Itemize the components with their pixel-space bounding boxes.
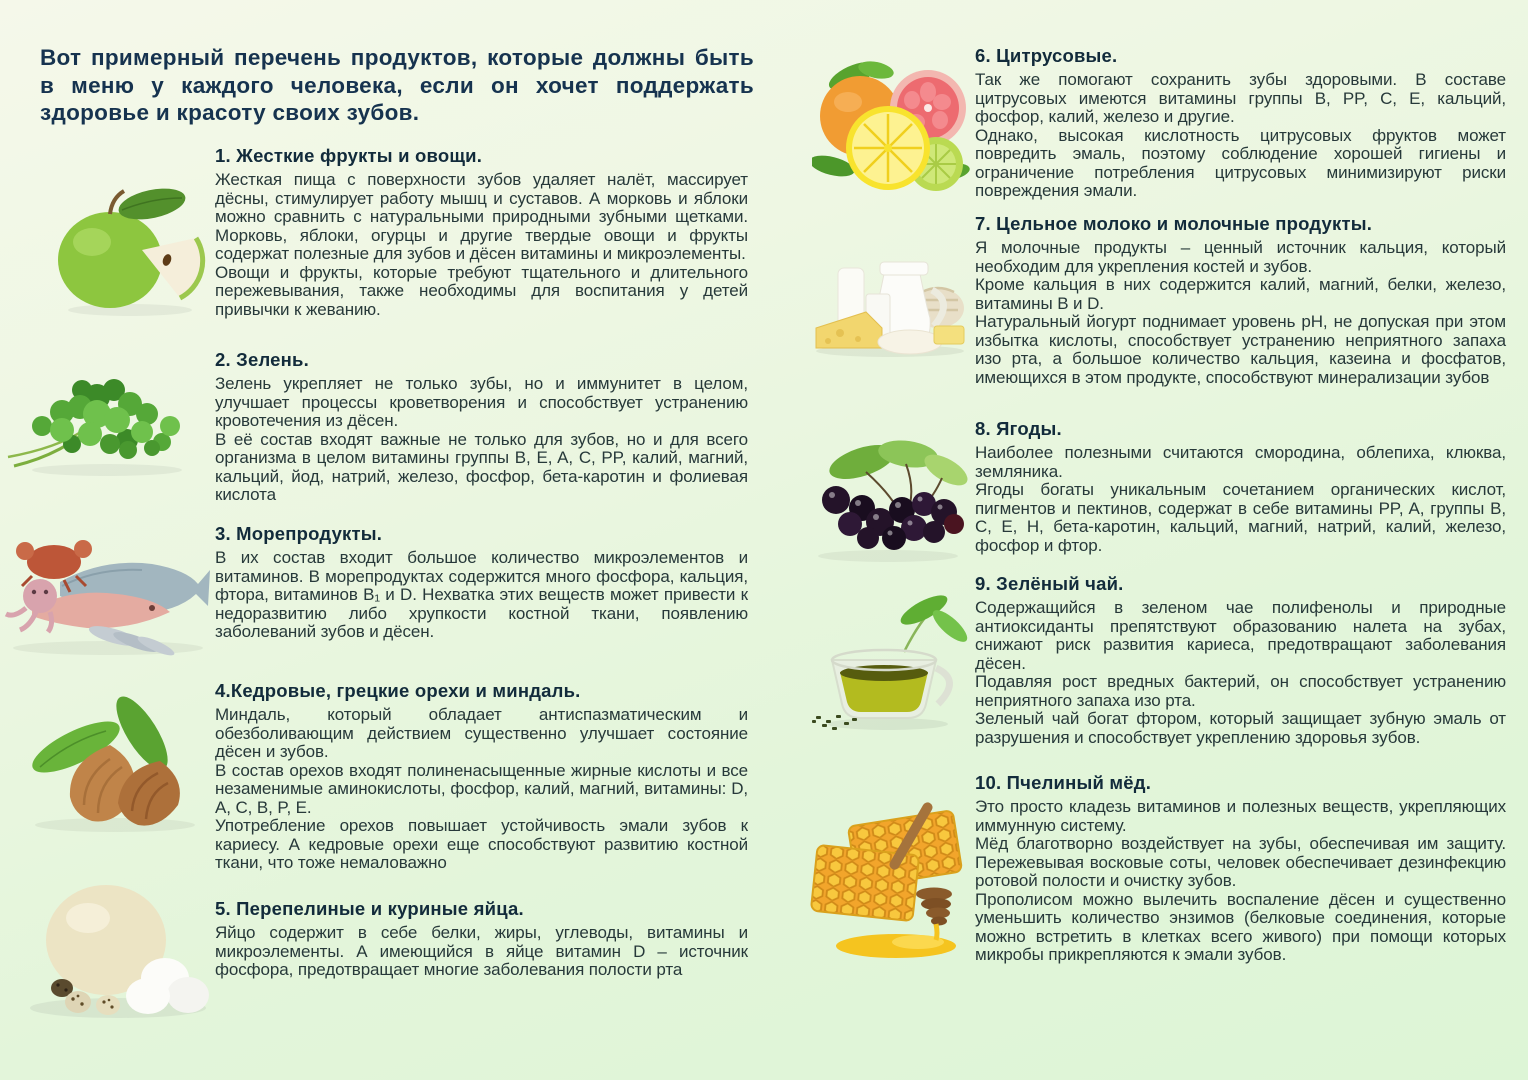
green-tea-image — [804, 592, 968, 737]
section-paragraph: Зеленый чай богат фтором, который защищает зубную эмаль от разрушения и способствует укреплению здоровья зубов. — [975, 709, 1506, 747]
section-paragraph: Это просто кладезь витаминов и полезных веществ, укрепляющих иммунную систему. — [975, 797, 1506, 835]
honeycomb-image — [810, 792, 968, 962]
citrus-fruits-image — [812, 52, 970, 192]
section-paragraph: Зелень укрепляет не только зубы, но и иммунитет в целом, улучшает процессы кроветворения и способствует устранению кровотечения из дёсен. — [215, 374, 748, 430]
section-paragraph: Жесткая пища с поверхности зубов удаляет налёт, массирует дёсны, стимулирует работу мышц и суставов. А морковь и яблоки можно сравнить с натуральными природными зубными щетками. Морковь, яблоки, огурцы и другие твердые овощи и фрукты содержат полезные для зубов и дёсен витамины и микроэлементы. — [215, 170, 748, 263]
section-paragraph: Однако, высокая кислотность цитрусовых фруктов может повредить эмаль, поэтому соблюдение хорошей гигиены и ограничение потребления цитрусовых минимизируют риски повреждения эмали. — [975, 125, 1506, 200]
section-paragraph: Употребление орехов повышает устойчивость эмали зубов к кариесу. А кедровые орехи еще способствуют развитию костной ткани, что тоже немаловажно — [215, 816, 748, 872]
section-paragraph: Кроме кальция в них содержится калий, магний, белки, железо, витамины B и D. — [975, 275, 1506, 313]
section-berries — [975, 417, 1506, 555]
section-paragraph: Прополисом можно вылечить воспаление дёсен и существенно уменьшить количество энзимов (белковые соединения, которые можно встретить в клетках всего живого) при помощи которых микробы прикрепляются к эмали зубов. — [975, 889, 1506, 964]
section-paragraph: Наиболее полезными считаются смородина, облепиха, клюква, земляника. — [975, 443, 1506, 481]
section-green-tea — [975, 572, 1506, 747]
section-paragraph: Так же помогают сохранить зубы здоровыми. В составе цитрусовых имеются витамины группы B, PP, C, E, кальций, фосфор, калий, железо и другие. — [975, 70, 1506, 126]
seafood-image — [2, 520, 214, 660]
section-title: 5. Перепелиные и куриные яйца. — [215, 898, 524, 919]
section-title: 10. Пчелиный мёд. — [975, 772, 1152, 793]
section-greens — [215, 348, 748, 505]
eggs-image — [22, 872, 214, 1027]
section-citrus — [975, 44, 1506, 201]
section-nuts — [215, 679, 748, 873]
section-seafood — [215, 522, 748, 642]
intro-text: Вот примерный перечень продуктов, которые должны быть в меню у каждого человека, если он хочет поддержать здоровье и красоту своих зубов. — [40, 45, 754, 125]
section-title: 2. Зелень. — [215, 349, 309, 370]
section-title: 7. Цельное молоко и молочные продукты. — [975, 213, 1373, 234]
section-paragraph: Я молочные продукты – ценный источник кальция, который необходим для укрепления костей и зубов. — [975, 238, 1506, 276]
milk-dairy-image — [810, 238, 968, 360]
section-paragraph: Содержащийся в зеленом чае полифенолы и природные антиоксиданты препятствуют образованию налета на зубах, снижают риск развития кариеса, предотвращают заболевания дёсен. — [975, 598, 1506, 673]
section-paragraph: Ягоды богаты уникальным сочетанием органических кислот, пигментов и пектинов, содержат в себе витамины PP, A, группы B, C, E, H, бета-каротин, кальций, магний, натрий, калий, железо, фосфор и фтор. — [975, 480, 1506, 555]
section-milk — [975, 212, 1506, 387]
section-title: 1. Жесткие фрукты и овощи. — [215, 145, 483, 166]
section-hard-fruits — [215, 144, 748, 319]
almonds-image — [10, 685, 210, 835]
section-paragraph: В состав орехов входят полиненасыщенные жирные кислоты и все незаменимые аминокислоты, фосфор, калий, магний, витамины: D, A, C, B, P, E. — [215, 760, 748, 817]
green-apple-image — [48, 170, 216, 320]
black-currant-image — [806, 428, 970, 566]
section-title: 4.Кедровые, грецкие орехи и миндаль. — [215, 680, 581, 701]
parsley-greens-image — [2, 352, 212, 487]
section-title: 6. Цитрусовые. — [975, 45, 1118, 66]
section-paragraph: Овощи и фрукты, которые требуют тщательного и длительного пережевывания, также необходимы для воспитания у детей привычки к жеванию. — [215, 262, 748, 319]
section-paragraph: В её состав входят важные не только для зубов, но и для всего организма в целом витамины группы B, E, A, C, PP, калий, магний, кальций, йод, натрий, железо, фосфор, бета-каротин и фолиевая кислота — [215, 429, 748, 504]
section-title: 3. Морепродукты. — [215, 523, 383, 544]
section-title: 9. Зелёный чай. — [975, 573, 1124, 594]
section-paragraph: В их состав входит большое количество микроэлементов и витаминов. В морепродуктах содержится много фосфора, кальция, фтора, витаминов B₁ и D. Нехватка этих веществ может привести к недоразвитию либо хрупкости костной ткани, появлению заболеваний зубов и дёсен. — [215, 548, 748, 641]
section-paragraph: Миндаль, который обладает антиспазматическим и обезболивающим действием существенно улучшает состояние дёсен и зубов. — [215, 705, 748, 761]
section-paragraph: Яйцо содержит в себе белки, жиры, углеводы, витамины и микроэлементы. А имеющийся в яйце витамин D – источник фосфора, предотвращает многие заболевания полости рта — [215, 923, 748, 979]
section-paragraph: Мёд благотворно воздействует на зубы, обеспечивая им защиту. Пережевывая восковые соты, человек обеспечивает дезинфекцию ротовой полости и очистку зубов. — [975, 834, 1506, 890]
section-eggs — [215, 897, 748, 980]
section-paragraph: Натуральный йогурт поднимает уровень pH, не допуская при этом избытка кислоты, способствует устранению неприятного запаха изо рта, а большое количество кальция, казеина и фосфатов, имеющихся в этом продукте, способствуют минерализации зубов — [975, 312, 1506, 387]
section-title: 8. Ягоды. — [975, 418, 1062, 439]
section-honey — [975, 771, 1506, 965]
section-paragraph: Подавляя рост вредных бактерий, он способствует устранению неприятного запаха изо рта. — [975, 672, 1506, 710]
